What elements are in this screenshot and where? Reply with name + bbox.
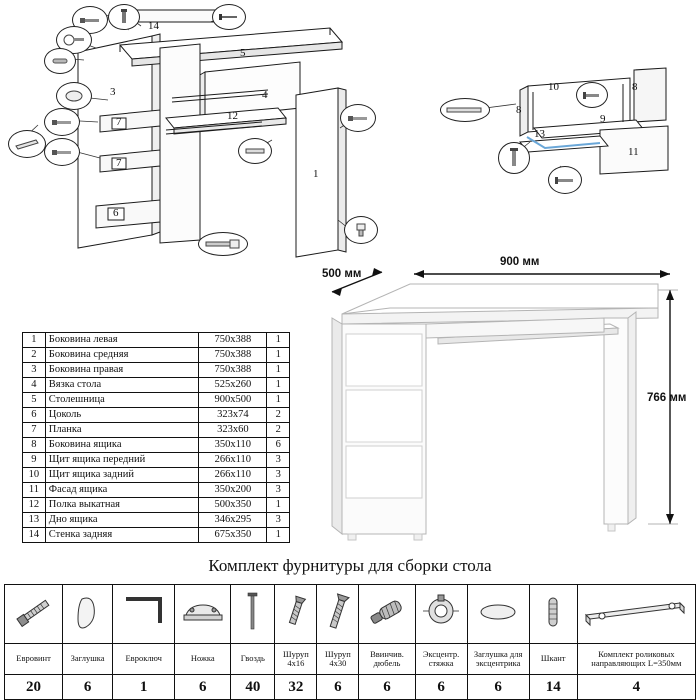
callout-nozhka-2 (344, 216, 378, 244)
part-number-7a: 7 (116, 116, 122, 128)
part-number-3: 3 (110, 86, 116, 98)
hardware-qty: 6 (317, 675, 359, 700)
height-dimension-label: 766 мм (647, 392, 687, 404)
table-row (23, 468, 290, 483)
part-size: 900x500 (199, 393, 267, 408)
table-row (23, 363, 290, 378)
shurup-4x30-cell (317, 585, 359, 644)
part-number-5: 5 (240, 47, 246, 59)
eurovint-cell (5, 585, 63, 644)
table-row (23, 453, 290, 468)
shkant-icon (533, 589, 573, 635)
callout-zaglushka (56, 82, 92, 110)
part-index: 14 (23, 528, 46, 543)
part-name: Боковина левая (45, 333, 199, 348)
part-index: 11 (23, 483, 46, 498)
part-name: Дно ящика (45, 513, 199, 528)
callout-gvozd (212, 4, 246, 30)
callout-eurovint-3 (44, 108, 80, 136)
part-name: Щит ящика передний (45, 453, 199, 468)
hardware-qty: 6 (415, 675, 467, 700)
part-qty: 3 (267, 453, 290, 468)
part-name: Цоколь (45, 408, 199, 423)
shurup-4x16-cell (275, 585, 317, 644)
part-number-1: 1 (313, 168, 319, 180)
hardware-name: Гвоздь (231, 644, 275, 675)
ekscentr-styazhka-icon (419, 589, 463, 635)
hardware-name: Ножка (175, 644, 231, 675)
part-size: 525x260 (199, 378, 267, 393)
hardware-name: Шкант (529, 644, 577, 675)
part-number-9: 9 (600, 113, 606, 125)
callout-shkant (44, 48, 76, 74)
callout-rail-kit (440, 98, 490, 122)
euroklyuch-icon (116, 589, 172, 635)
part-qty: 1 (267, 348, 290, 363)
part-size: 323x60 (199, 423, 267, 438)
callout-shurup-2 (548, 166, 582, 194)
hardware-name: Евроключ (113, 644, 175, 675)
hardware-qty: 14 (529, 675, 577, 700)
gvozd-cell (231, 585, 275, 644)
callout-shurup (498, 142, 530, 174)
part-qty: 1 (267, 363, 290, 378)
hardware-qty: 1 (113, 675, 175, 700)
shurup-4x16-icon (279, 589, 313, 635)
gvozd-icon (241, 589, 265, 635)
hardware-qty: 6 (359, 675, 415, 700)
ekscentr-styazhka-cell (415, 585, 467, 644)
part-index: 13 (23, 513, 46, 528)
parts-table (22, 332, 290, 543)
part-size: 266x110 (199, 468, 267, 483)
hardware-name: Ввинчив. дюбель (359, 644, 415, 675)
part-qty: 1 (267, 528, 290, 543)
finished-desk-illustration (318, 256, 688, 562)
part-qty: 6 (267, 438, 290, 453)
hardware-qty: 6 (467, 675, 529, 700)
part-name: Боковина средняя (45, 348, 199, 363)
part-size: 500x350 (199, 498, 267, 513)
part-qty: 1 (267, 498, 290, 513)
part-name: Полка выкатная (45, 498, 199, 513)
part-size: 346x295 (199, 513, 267, 528)
hardware-name: Заглушка (63, 644, 113, 675)
part-name: Боковина ящика (45, 438, 199, 453)
euroklyuch-cell (113, 585, 175, 644)
hardware-kit-title: Комплект фурнитуры для сборки стола (208, 556, 492, 575)
rolikovye-napravlyayushchie-cell (577, 585, 695, 644)
vvinchiv-dyubel-cell (359, 585, 415, 644)
hardware-qty: 6 (63, 675, 113, 700)
callout-eurovint-2 (108, 4, 140, 30)
table-row (23, 408, 290, 423)
zaglushka-ekscentrika-icon (472, 589, 524, 635)
part-name: Фасад ящика (45, 483, 199, 498)
zaglushka-ekscentrika-cell (467, 585, 529, 644)
part-name: Щит ящика задний (45, 468, 199, 483)
hardware-name: Заглушка для эксцентрика (467, 644, 529, 675)
part-index: 7 (23, 423, 46, 438)
part-index: 3 (23, 363, 46, 378)
parts-table-body (23, 333, 290, 543)
part-size: 266x110 (199, 453, 267, 468)
part-index: 6 (23, 408, 46, 423)
part-name: Вязка стола (45, 378, 199, 393)
part-index: 5 (23, 393, 46, 408)
part-number-8b: 8 (516, 104, 522, 116)
part-name: Боковина правая (45, 363, 199, 378)
part-name: Планка (45, 423, 199, 438)
zaglushka-cell (63, 585, 113, 644)
table-row (23, 423, 290, 438)
part-index: 4 (23, 378, 46, 393)
hardware-qty: 40 (231, 675, 275, 700)
nozhka-cell (175, 585, 231, 644)
part-index: 2 (23, 348, 46, 363)
callout-eurovint-5 (340, 104, 376, 132)
part-number-14: 14 (148, 20, 159, 32)
part-number-10: 10 (548, 81, 559, 93)
part-qty: 3 (267, 468, 290, 483)
part-number-8a: 8 (632, 81, 638, 93)
table-row (23, 438, 290, 453)
hardware-qty-row (5, 675, 696, 700)
callout-shurup-3 (576, 82, 608, 108)
hardware-name: Шуруп 4x30 (317, 644, 359, 675)
table-row (23, 393, 290, 408)
callout-eurovint-4 (44, 138, 80, 166)
vvinchiv-dyubel-icon (362, 589, 412, 635)
part-qty: 1 (267, 333, 290, 348)
part-size: 675x350 (199, 528, 267, 543)
part-index: 10 (23, 468, 46, 483)
hardware-name-row (5, 644, 696, 675)
hardware-name: Эксцентр. стяжка (415, 644, 467, 675)
table-row (23, 348, 290, 363)
part-number-6: 6 (113, 207, 119, 219)
part-qty: 1 (267, 378, 290, 393)
part-number-11: 11 (628, 146, 639, 158)
zaglushka-icon (68, 589, 108, 635)
hardware-kit-table (4, 584, 696, 700)
part-size: 750x388 (199, 333, 267, 348)
eurovint-icon (10, 589, 58, 635)
hardware-icon-row (5, 585, 696, 644)
part-index: 1 (23, 333, 46, 348)
table-row (23, 498, 290, 513)
part-qty: 3 (267, 483, 290, 498)
part-size: 350x110 (199, 438, 267, 453)
shkant-cell (529, 585, 577, 644)
hardware-qty: 20 (5, 675, 63, 700)
part-number-4: 4 (262, 89, 268, 101)
hardware-qty: 6 (175, 675, 231, 700)
part-qty: 2 (267, 408, 290, 423)
desk-svg (318, 262, 688, 562)
part-name: Столешница (45, 393, 199, 408)
callout-planka-detail (8, 130, 46, 158)
exploded-assembly-diagram (0, 0, 700, 270)
table-row (23, 333, 290, 348)
part-qty: 3 (267, 513, 290, 528)
part-number-13: 13 (534, 128, 545, 140)
part-qty: 2 (267, 423, 290, 438)
part-name: Стенка задняя (45, 528, 199, 543)
part-index: 12 (23, 498, 46, 513)
table-row (23, 378, 290, 393)
part-index: 9 (23, 453, 46, 468)
hardware-name: Евровинт (5, 644, 63, 675)
part-qty: 1 (267, 393, 290, 408)
shurup-4x30-icon (321, 589, 355, 635)
hardware-qty: 4 (577, 675, 695, 700)
table-row (23, 513, 290, 528)
callout-nozhka-1 (198, 232, 248, 256)
part-size: 750x388 (199, 348, 267, 363)
table-row (23, 483, 290, 498)
part-index: 8 (23, 438, 46, 453)
part-size: 750x388 (199, 363, 267, 378)
width-dimension-label: 900 мм (500, 256, 540, 268)
depth-dimension-label: 500 мм (322, 268, 362, 280)
rolikovye-napravlyayushchie-icon (580, 589, 692, 635)
hardware-qty: 32 (275, 675, 317, 700)
hardware-name: Комплект роликовых направляющих L=350мм (577, 644, 695, 675)
nozhka-icon (178, 589, 228, 635)
callout-rail (238, 138, 272, 164)
part-number-7b: 7 (116, 157, 122, 169)
hardware-name: Шуруп 4x16 (275, 644, 317, 675)
part-number-12: 12 (227, 110, 238, 122)
part-size: 350x200 (199, 483, 267, 498)
part-size: 323x74 (199, 408, 267, 423)
table-row (23, 528, 290, 543)
